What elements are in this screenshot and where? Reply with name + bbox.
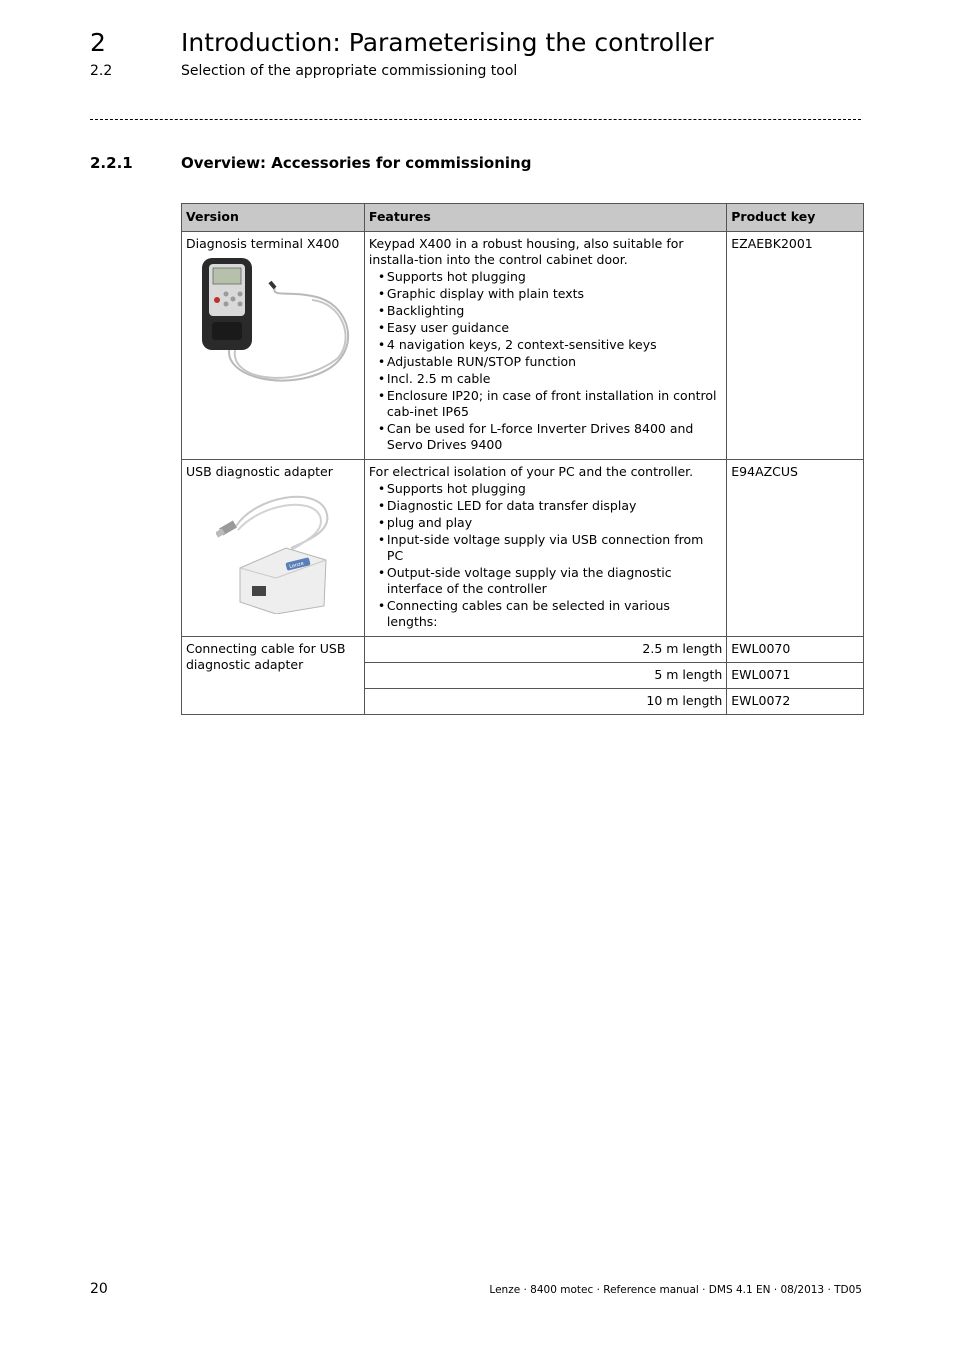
features-intro: For electrical isolation of your PC and the controller. xyxy=(368,464,694,479)
section-title: Selection of the appropriate commissioning tool xyxy=(181,63,518,79)
version-cell: Connecting cable for USB diagnostic adapter xyxy=(182,637,365,715)
chapter-number: 2 xyxy=(90,28,106,57)
feature-item: • Can be used for L-force Inverter Drives 8400 and Servo Drives 9400 xyxy=(387,421,722,453)
features-list xyxy=(369,269,722,453)
chapter-title: Introduction: Parameterising the controller xyxy=(181,28,714,57)
features-intro: Keypad X400 in a robust housing, also suitable for installa-tion into the control cabinet door. xyxy=(368,236,684,267)
subsection-title: Overview: Accessories for commissioning xyxy=(181,154,532,172)
header-product-key: Product key xyxy=(727,204,864,232)
feature-item: • Graphic display with plain texts xyxy=(387,286,722,302)
feature-item: • Supports hot plugging xyxy=(387,481,722,497)
features-list xyxy=(369,481,722,630)
version-cell xyxy=(182,232,365,460)
feature-item: • 4 navigation keys, 2 context-sensitive keys xyxy=(387,337,722,353)
page-number: 20 xyxy=(90,1281,108,1297)
feature-item: • plug and play xyxy=(387,515,722,531)
cable-length: 10 m length xyxy=(364,689,726,715)
usb-adapter-brand: Lenze xyxy=(288,560,305,571)
version-label: Diagnosis terminal X400 xyxy=(186,236,340,251)
table-row-diagnosis-terminal xyxy=(182,232,864,460)
cable-length: 2.5 m length xyxy=(364,637,726,663)
feature-item: • Enclosure IP20; in case of front installation in control cab-inet IP65 xyxy=(387,388,722,420)
feature-item: • Easy user guidance xyxy=(387,320,722,336)
feature-item: • Connecting cables can be selected in various lengths: xyxy=(387,598,722,630)
features-cell xyxy=(364,232,726,460)
accessories-table xyxy=(181,203,864,715)
version-label: USB diagnostic adapter xyxy=(186,464,333,479)
feature-item: • Backlighting xyxy=(387,303,722,319)
feature-item: • Output-side voltage supply via the diagnostic interface of the controller xyxy=(387,565,722,597)
feature-item: • Input-side voltage supply via USB connection from PC xyxy=(387,532,722,564)
feature-item: • Supports hot plugging xyxy=(387,269,722,285)
features-cell xyxy=(364,460,726,637)
feature-item: • Adjustable RUN/STOP function xyxy=(387,354,722,370)
table-row-cable-2-5m xyxy=(182,637,864,663)
footer-text: Lenze · 8400 motec · Reference manual · DMS 4.1 EN · 08/2013 · TD05 xyxy=(489,1284,862,1296)
cable-product-key: EWL0070 xyxy=(727,637,864,663)
table-header-row xyxy=(182,204,864,232)
table-row-usb-adapter xyxy=(182,460,864,637)
section-number: 2.2 xyxy=(90,63,113,79)
usb-adapter-image xyxy=(216,486,360,618)
product-key-cell: EZAEBK2001 xyxy=(727,232,864,460)
diagnosis-terminal-image xyxy=(200,258,360,392)
cable-length: 5 m length xyxy=(364,663,726,689)
version-cell xyxy=(182,460,365,637)
product-key-cell: E94AZCUS xyxy=(727,460,864,637)
feature-item: • Diagnostic LED for data transfer display xyxy=(387,498,722,514)
cable-product-key: EWL0071 xyxy=(727,663,864,689)
header-features: Features xyxy=(364,204,726,232)
header-divider xyxy=(90,119,861,120)
cable-product-key: EWL0072 xyxy=(727,689,864,715)
feature-item: • Incl. 2.5 m cable xyxy=(387,371,722,387)
header-version: Version xyxy=(182,204,365,232)
subsection-number: 2.2.1 xyxy=(90,154,133,172)
